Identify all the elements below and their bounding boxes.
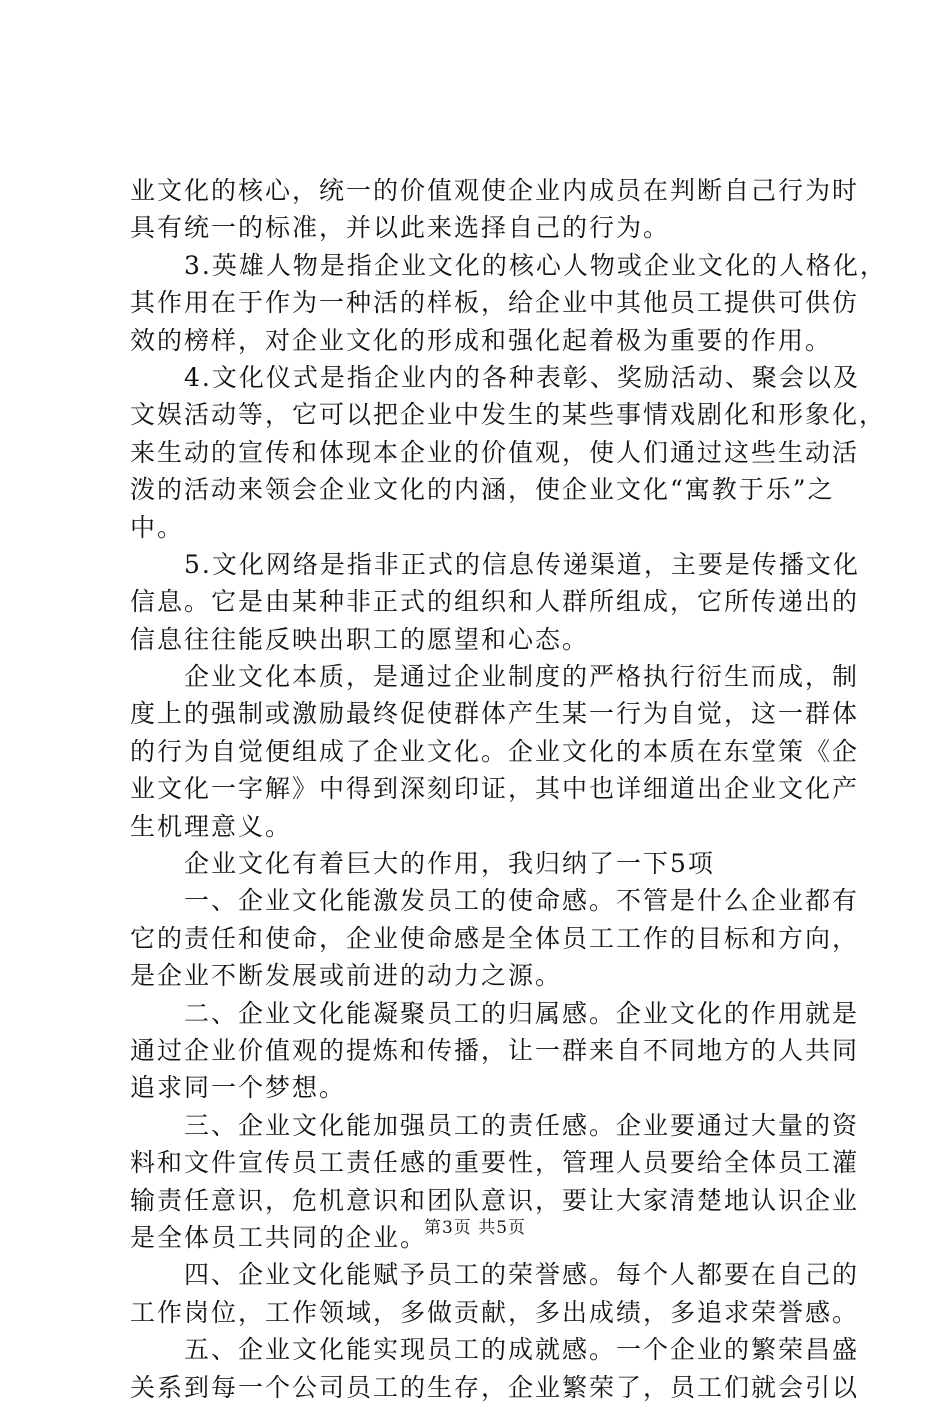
text-line: 企业文化本质，是通过企业制度的严格执行衍生而成，制: [130, 662, 860, 692]
text-line: 是企业不断发展或前进的动力之源。: [130, 961, 563, 991]
text-line: 料和文件宣传员工责任感的重要性，管理人员要给全体员工灌: [130, 1148, 860, 1178]
text-line: 具有统一的标准，并以此来选择自己的行为。: [130, 213, 671, 243]
text-line: 4.文化仪式是指企业内的各种表彰、奖励活动、聚会以及: [130, 362, 860, 392]
text-line: 来生动的宣传和体现本企业的价值观，使人们通过这些生动活: [130, 437, 860, 467]
text-line: 它的责任和使命，企业使命感是全体员工工作的目标和方向，: [130, 923, 860, 953]
text-line: 中。: [130, 512, 185, 542]
page-number-footer: 第3页 共5页: [423, 1218, 527, 1238]
text-line: 文娱活动等，它可以把企业中发生的某些事情戏剧化和形象化，: [130, 400, 887, 430]
text-line: 效的榜样，对企业文化的形成和强化起着极为重要的作用。: [130, 325, 833, 355]
text-line: 其作用在于作为一种活的样板，给企业中其他员工提供可供仿: [130, 288, 860, 318]
text-line: 工作岗位，工作领域，多做贡献，多出成绩，多追求荣誉感。: [130, 1297, 860, 1327]
text-line: 五、企业文化能实现员工的成就感。一个企业的繁荣昌盛: [130, 1335, 860, 1365]
text-line: 追求同一个梦想。: [130, 1073, 347, 1103]
text-line: 信息。它是由某种非正式的组织和人群所组成，它所传递出的: [130, 587, 860, 617]
text-line: 业文化一字解》中得到深刻印证，其中也详细道出企业文化产: [130, 774, 860, 804]
text-line: 输责任意识，危机意识和团队意识，要让大家清楚地认识企业: [130, 1185, 860, 1215]
text-line: 企业文化有着巨大的作用，我归纳了一下5项: [130, 849, 715, 879]
text-line: 一、企业文化能激发员工的使命感。不管是什么企业都有: [130, 886, 860, 916]
text-line: 度上的强制或激励最终促使群体产生某一行为自觉，这一群体: [130, 699, 860, 729]
text-line: 生机理意义。: [130, 811, 293, 841]
text-line: 5.文化网络是指非正式的信息传递渠道，主要是传播文化: [130, 549, 860, 579]
text-line: 业文化的核心，统一的价值观使企业内成员在判断自己行为时: [130, 176, 860, 205]
text-line: 信息往往能反映出职工的愿望和心态。: [130, 624, 590, 654]
text-line: 的行为自觉便组成了企业文化。企业文化的本质在东堂策《企: [130, 736, 860, 766]
text-line: 三、企业文化能加强员工的责任感。企业要通过大量的资: [130, 1110, 860, 1140]
text-line: 泼的活动来领会企业文化的内涵，使企业文化“寓教于乐”之: [130, 475, 835, 505]
text-line: 是全体员工共同的企业。: [130, 1222, 428, 1252]
text-line: 关系到每一个公司员工的生存，企业繁荣了，员工们就会引以: [130, 1372, 860, 1402]
text-line: 二、企业文化能凝聚员工的归属感。企业文化的作用就是: [130, 998, 860, 1028]
text-line: 通过企业价值观的提炼和传播，让一群来自不同地方的人共同: [130, 1035, 860, 1065]
text-line: 四、企业文化能赋予员工的荣誉感。每个人都要在自己的: [130, 1260, 860, 1290]
text-line: 3.英雄人物是指企业文化的核心人物或企业文化的人格化，: [130, 250, 887, 280]
